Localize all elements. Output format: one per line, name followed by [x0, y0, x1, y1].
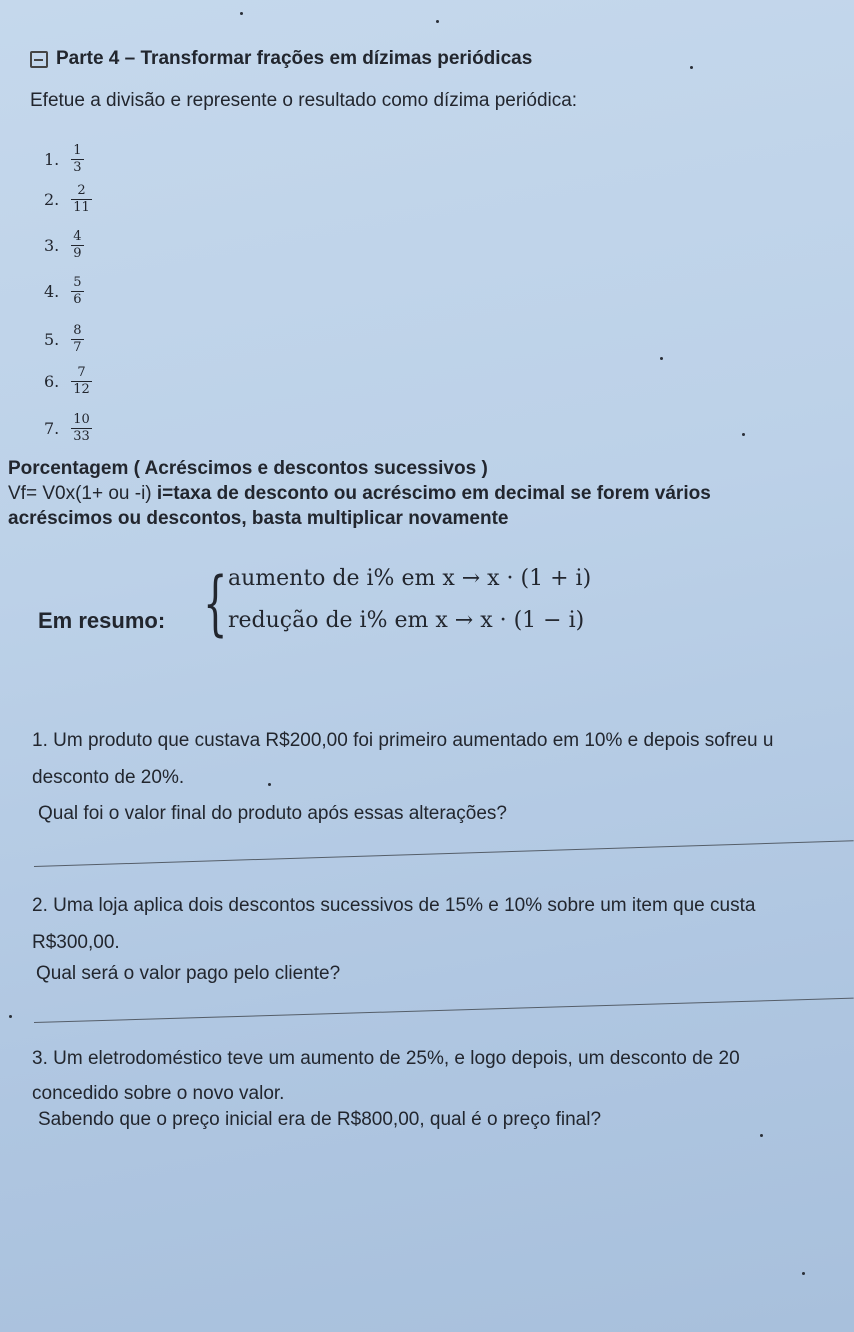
fraction-item-5: [44, 324, 84, 355]
denominator: 6: [73, 292, 82, 307]
instruction-text: Efetue a divisão e represente o resultado como dízima periódica:: [30, 90, 578, 111]
numerator: 4: [73, 229, 82, 244]
denominator: 12: [73, 382, 90, 397]
denominator: 7: [73, 340, 82, 355]
fraction: [71, 276, 83, 307]
question-2-prompt: Qual será o valor pago pelo cliente?: [36, 963, 341, 984]
section-title: [30, 48, 532, 70]
question-3-line-1: 3. Um eletrodoméstico teve um aumento de 25%, e logo depois, um desconto de 20: [32, 1048, 740, 1069]
fraction: [71, 144, 83, 175]
percentage-heading: Porcentagem ( Acréscimos e descontos sucessivos ): [8, 458, 488, 479]
denominator: 33: [73, 429, 90, 444]
paper-speck: [268, 783, 271, 786]
checkbox-icon: [30, 51, 48, 68]
item-number: 4.: [44, 282, 60, 301]
fraction: [71, 184, 92, 215]
question-2-line-1: 2. Uma loja aplica dois descontos sucessivos de 15% e 10% sobre um item que custa: [32, 895, 756, 916]
fraction-item-7: [44, 413, 92, 444]
numerator: 5: [73, 275, 82, 290]
fraction-item-2: [44, 184, 92, 215]
item-number: 3.: [44, 236, 60, 255]
denominator: 9: [73, 246, 82, 261]
item-number: 5.: [44, 330, 60, 349]
fraction: [71, 324, 83, 355]
fraction: [71, 230, 83, 261]
answer-line-2: [34, 998, 854, 1023]
section-title-text: Parte 4 – Transformar frações em dízimas periódicas: [56, 48, 533, 69]
denominator: 3: [73, 160, 82, 175]
formula-expression: Vf= V0x(1+ ou -i): [8, 483, 152, 504]
question-3-line-2: concedido sobre o novo valor.: [32, 1083, 285, 1104]
fraction: [71, 366, 92, 397]
item-number: 2.: [44, 190, 60, 209]
question-1-line-1: 1. Um produto que custava R$200,00 foi primeiro aumentado em 10% e depois sofreu u: [32, 730, 774, 751]
denominator: 11: [73, 200, 90, 215]
fraction-item-4: [44, 276, 84, 307]
numerator: 10: [73, 412, 90, 427]
numerator: 2: [77, 183, 86, 198]
paper-speck: [802, 1272, 805, 1275]
paper-speck: [690, 66, 693, 69]
item-number: 6.: [44, 372, 60, 391]
summary-increase-rule: aumento de i% em x → x · (1 + i): [228, 566, 592, 591]
formula-line: [8, 483, 711, 505]
paper-speck: [760, 1134, 763, 1137]
numerator: 1: [73, 143, 82, 158]
item-number: 1.: [44, 150, 60, 169]
fraction: [71, 413, 92, 444]
answer-line-1: [34, 840, 854, 867]
question-2-line-2: R$300,00.: [32, 932, 120, 953]
fraction-item-6: [44, 366, 92, 397]
summary-label: Em resumo:: [38, 608, 166, 633]
paper-speck: [436, 20, 439, 23]
fraction-item-1: [44, 144, 84, 175]
question-1-prompt: Qual foi o valor final do produto após essas alterações?: [38, 803, 507, 824]
brace-symbol: {: [203, 562, 228, 644]
summary-decrease-rule: redução de i% em x → x · (1 − i): [228, 608, 585, 633]
question-1-line-2: desconto de 20%.: [32, 767, 185, 788]
numerator: 7: [77, 365, 86, 380]
paper-speck: [240, 12, 243, 15]
fraction-item-3: [44, 230, 84, 261]
paper-speck: [660, 357, 663, 360]
question-3-prompt: Sabendo que o preço inicial era de R$800,00, qual é o preço final?: [38, 1109, 602, 1130]
formula-explanation: i=taxa de desconto ou acréscimo em decimal se forem vários: [151, 483, 711, 504]
item-number: 7.: [44, 419, 60, 438]
numerator: 8: [73, 323, 82, 338]
paper-speck: [9, 1015, 12, 1018]
paper-speck: [742, 433, 745, 436]
formula-continuation: acréscimos ou descontos, basta multiplicar novamente: [8, 508, 509, 529]
